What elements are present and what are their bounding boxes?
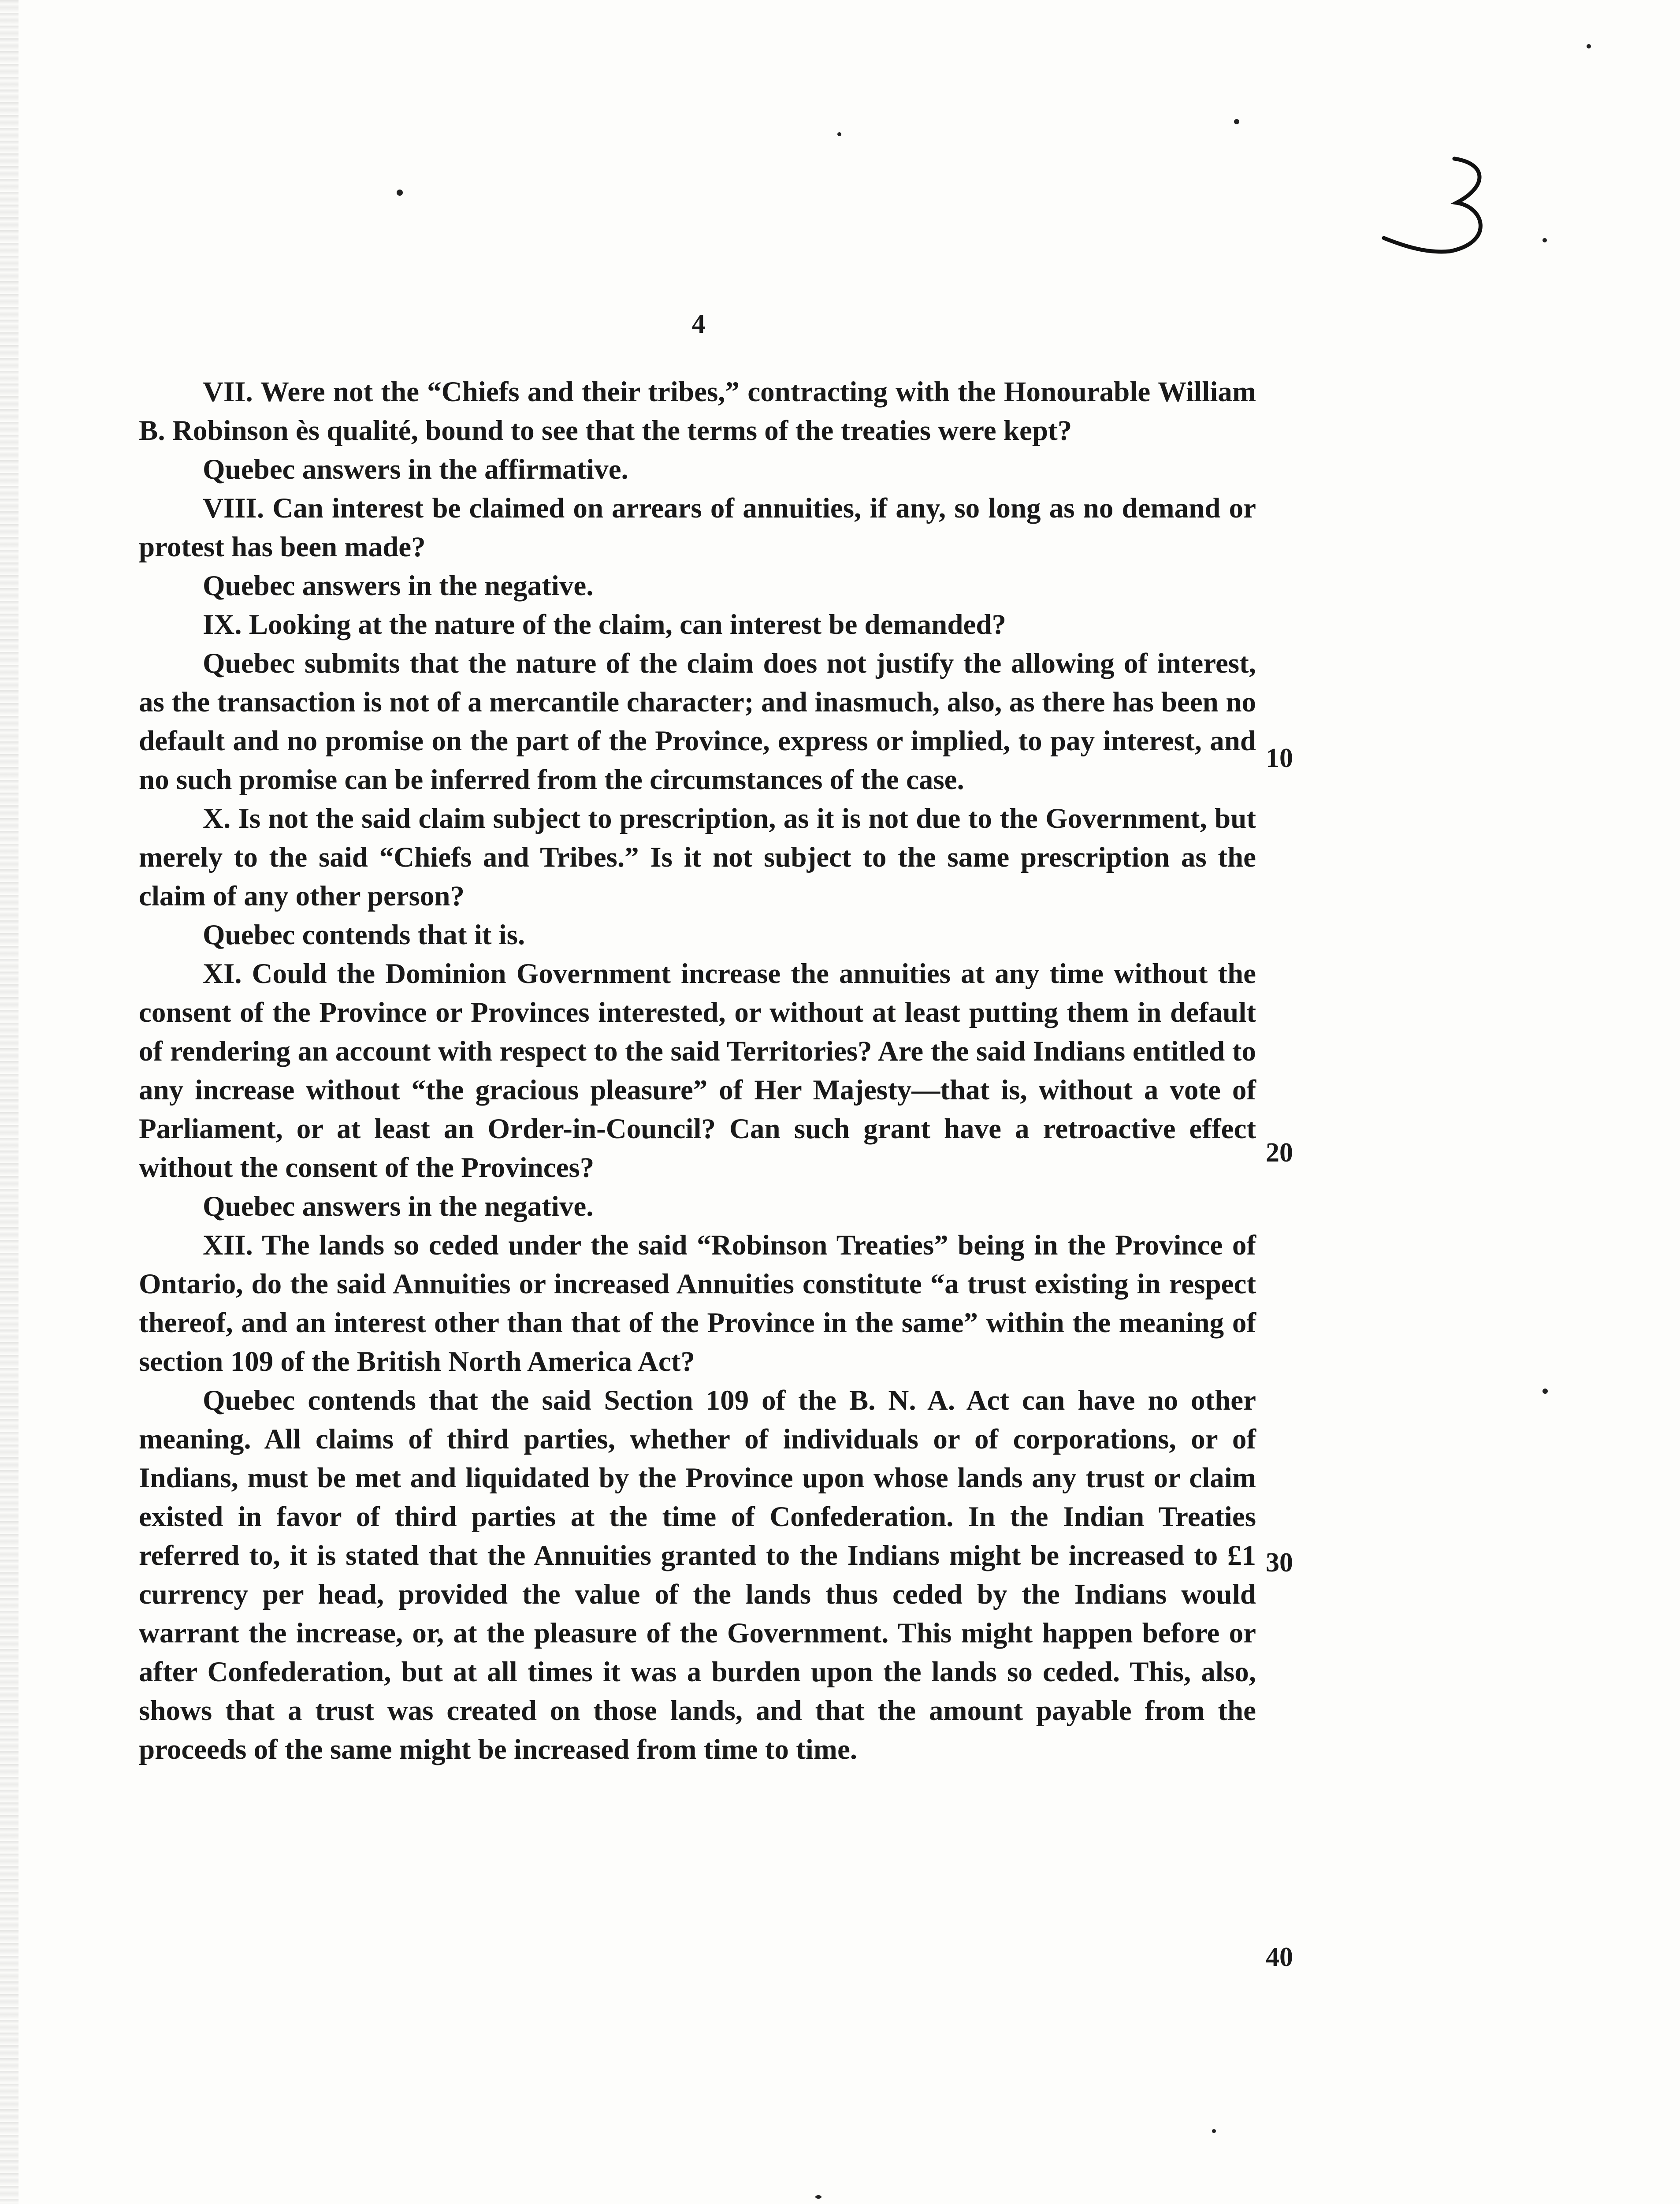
scan-speck [815,2195,821,2199]
question-x: X. Is not the said claim subject to prescription, as it is not due to the Government, but merely to the said “Chiefs and Tribes.” Is it not subject to the same prescription as the claim of any other person? [139,803,1256,912]
answer-xi: Quebec answers in the negative. [203,1191,594,1222]
scan-speck [1542,238,1547,242]
question-vii: VII. Were not the “Chiefs and their tribes,” contracting with the Honourable William B. Robinson ès qualité, bound to see that the terms of the treaties were kept? [139,376,1256,447]
answer-viii: Quebec answers in the negative. [203,570,594,602]
margin-line-number: 10 [1266,743,1293,773]
margin-line-number: 30 [1266,1548,1293,1578]
answer-ix: Quebec submits that the nature of the claim does not justify the allowing of interest, as the transaction is not of a mercantile character; and inasmuch, also, as there has been no default and no promise on the part of the Province, express or implied, to pay interest, and no such promise can be inferred from the circumstances of the case. [139,648,1256,796]
scan-speck [1212,2129,1216,2133]
page-number: 4 [691,309,706,339]
document-body [139,372,1256,1769]
margin-line-number: 40 [1266,1942,1293,1972]
answer-x: Quebec contends that it is. [203,919,525,951]
answer-xii: Quebec contends that the said Section 109 of the B. N. A. Act can have no other meaning. All claims of third parties, whether of individuals or of corporations, or of Indians, must be met and liquidated by the Province upon whose lands any trust or claim existed in favor of third parties at the time of Confederation. In the Indian Treaties referred to, it is stated that the Annuities granted to the Indians might be increased to £1 currency per head, provided the value of the lands thus ceded by the Indians would warrant the increase, or, at the pleasure of the Government. This might happen before or after Confederation, but at all times it was a burden upon the lands so ceded. This, also, shows that a trust was created on those lands, and that the amount payable from the proceeds of the same might be increased from time to time. [139,1385,1256,1765]
answer-vii: Quebec answers in the affirmative. [203,454,628,485]
scan-speck [397,190,403,196]
margin-line-number: 20 [1266,1138,1293,1168]
scan-speck [1542,1389,1548,1394]
question-xi: XI. Could the Dominion Government increase the annuities at any time without the consent of the Province or Provinces interested, or without at least putting them in default of rendering an account with respect to the said Territories? Are the said Indians entitled to any increase without “the gracious pleasure” of Her Majesty—that is, without a vote of Parliament, or at least an Order-in-Council? Can such grant have a retroactive effect without the consent of the Provinces? [139,958,1256,1184]
handwritten-mark [1379,150,1512,269]
scan-speck [1587,44,1591,48]
scan-speck [837,132,841,136]
binding-edge [0,0,19,2204]
scan-speck [1234,119,1239,124]
question-viii: VIII. Can interest be claimed on arrears of annuities, if any, so long as no demand or protest has been made? [139,492,1256,563]
question-ix: IX. Looking at the nature of the claim, can interest be demanded? [203,609,1006,640]
question-xii: XII. The lands so ceded under the said “Robinson Treaties” being in the Province of Ontario, do the said Annuities or increased Annuities constitute “a trust existing in respect thereof, and an interest other than that of the Province in the same” within the meaning of section 109 of the British North America Act? [139,1229,1256,1378]
